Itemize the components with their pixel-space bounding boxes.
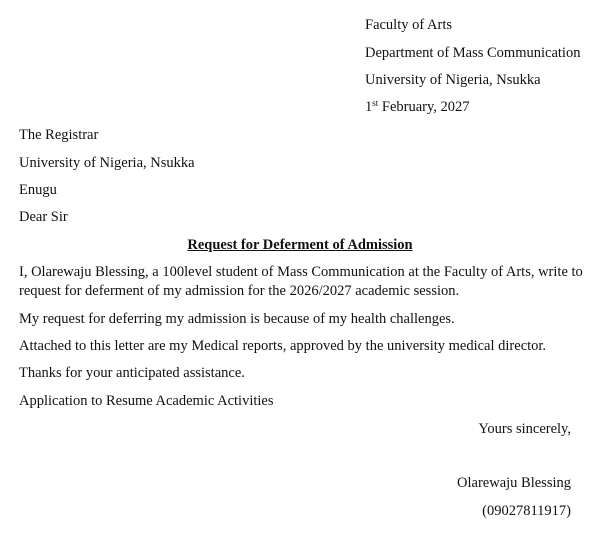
date-day: 1 [365, 99, 373, 115]
subject-heading: Request for Deferment of Admission [187, 237, 413, 253]
body-paragraph-2: My request for deferring my admission is because of my health challenges. [19, 311, 455, 327]
signatory-phone: (09027811917) [482, 503, 571, 519]
body-paragraph-4: Thanks for your anticipated assistance. [19, 365, 245, 381]
date-rest: February, 2027 [378, 99, 470, 115]
salutation: Dear Sir [19, 209, 68, 225]
recipient-title: The Registrar [19, 127, 99, 143]
recipient-city: Enugu [19, 182, 57, 198]
body-paragraph-5: Application to Resume Academic Activities [19, 393, 274, 409]
body-paragraph-3: Attached to this letter are my Medical reports, approved by the university medical director. [19, 338, 547, 354]
sender-department: Department of Mass Communication [365, 45, 581, 61]
date-suffix: st [372, 98, 379, 108]
letter-date [365, 98, 470, 116]
body-paragraph-1-line-1: I, Olarewaju Blessing, a 100level student of Mass Communication at the Faculty of Arts, write to [19, 264, 583, 280]
valediction: Yours sincerely, [478, 421, 571, 437]
sender-university: University of Nigeria, Nsukka [365, 72, 541, 88]
sender-faculty: Faculty of Arts [365, 17, 452, 33]
recipient-university: University of Nigeria, Nsukka [19, 155, 195, 171]
signatory-name: Olarewaju Blessing [457, 475, 571, 491]
body-paragraph-1-line-2: request for deferment of my admission for the 2026/2027 academic session. [19, 283, 460, 299]
